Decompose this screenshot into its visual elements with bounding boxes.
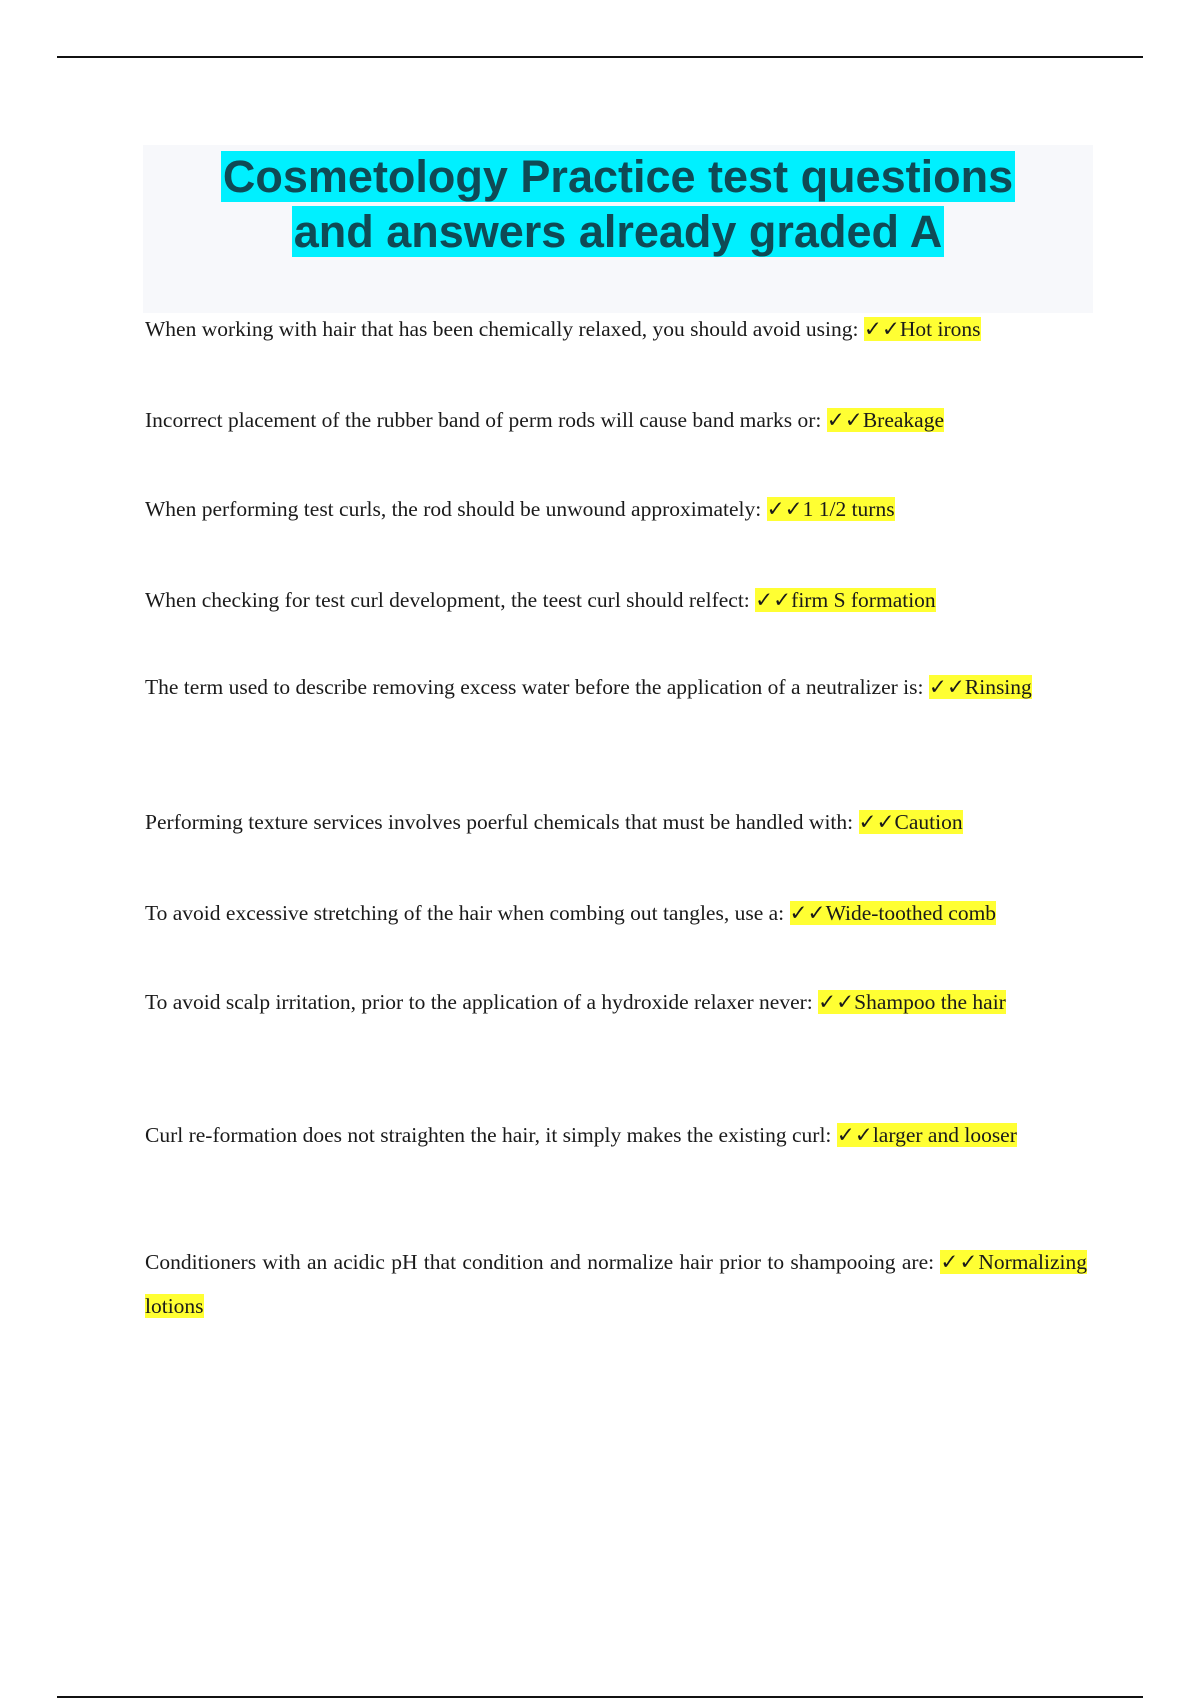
- qa-item-7: [145, 891, 1087, 935]
- question-text: The term used to describe removing excess water before the application of a neutralizer is:: [145, 675, 924, 699]
- qa-item-2: [145, 398, 1087, 442]
- question-text: Conditioners with an acidic pH that condition and normalize hair prior to shampooing are:: [145, 1250, 935, 1274]
- qa-item-8: [145, 980, 1087, 1024]
- answer-text: Normalizing lotions: [145, 1250, 1088, 1318]
- qa-item-6: [145, 800, 1087, 844]
- answer-highlight: [837, 1123, 1017, 1147]
- check-mark-icon: ✓✓: [766, 497, 803, 521]
- qa-item-4: [145, 578, 1087, 622]
- question-text: When working with hair that has been chemically relaxed, you should avoid using:: [145, 317, 859, 341]
- title-box: [143, 145, 1093, 313]
- answer-highlight: [864, 317, 981, 341]
- answer-text: Hot irons: [899, 317, 981, 341]
- qa-item-1: [145, 307, 1087, 351]
- qa-item-5: [145, 665, 1087, 709]
- qa-item-9: [145, 1113, 1087, 1157]
- answer-highlight: [859, 810, 963, 834]
- bottom-rule: [57, 1696, 1143, 1698]
- question-text: To avoid scalp irritation, prior to the application of a hydroxide relaxer never:: [145, 990, 813, 1014]
- answer-text: Caution: [894, 810, 963, 834]
- page-title: [143, 145, 1093, 259]
- check-mark-icon: ✓✓: [826, 408, 863, 432]
- answer-highlight: [755, 588, 936, 612]
- question-text: When performing test curls, the rod should be unwound approximately:: [145, 497, 762, 521]
- check-mark-icon: ✓✓: [755, 588, 792, 612]
- check-mark-icon: ✓✓: [836, 1123, 873, 1147]
- qa-item-3: [145, 487, 1087, 531]
- question-text: Performing texture services involves poerful chemicals that must be handled with:: [145, 810, 854, 834]
- answer-text: Wide-toothed comb: [825, 901, 997, 925]
- answer-text: Rinsing: [964, 675, 1032, 699]
- check-mark-icon: ✓✓: [818, 990, 855, 1014]
- check-mark-icon: ✓✓: [863, 317, 900, 341]
- answer-highlight: [929, 675, 1032, 699]
- top-rule: [57, 56, 1143, 58]
- question-text: Incorrect placement of the rubber band of perm rods will cause band marks or:: [145, 408, 822, 432]
- answer-text: larger and looser: [872, 1123, 1017, 1147]
- answer-highlight: [818, 990, 1006, 1014]
- check-mark-icon: ✓✓: [858, 810, 895, 834]
- answer-highlight: [827, 408, 944, 432]
- question-text: To avoid excessive stretching of the hair when combing out tangles, use a:: [145, 901, 785, 925]
- answer-text: Breakage: [862, 408, 944, 432]
- qa-item-10: [145, 1240, 1087, 1328]
- check-mark-icon: ✓✓: [940, 1250, 979, 1274]
- question-text: Curl re-formation does not straighten the hair, it simply makes the existing curl:: [145, 1123, 832, 1147]
- title-line-2: and answers already graded A: [293, 206, 943, 257]
- answer-text: 1 1/2 turns: [802, 497, 895, 521]
- answer-highlight: [790, 901, 997, 925]
- answer-text: Shampoo the hair: [854, 990, 1006, 1014]
- title-line-1: Cosmetology Practice test questions: [222, 151, 1014, 202]
- answer-text: firm S formation: [791, 588, 936, 612]
- answer-highlight: [767, 497, 895, 521]
- check-mark-icon: ✓✓: [928, 675, 965, 699]
- question-text: When checking for test curl development, the teest curl should relfect:: [145, 588, 750, 612]
- check-mark-icon: ✓✓: [789, 901, 826, 925]
